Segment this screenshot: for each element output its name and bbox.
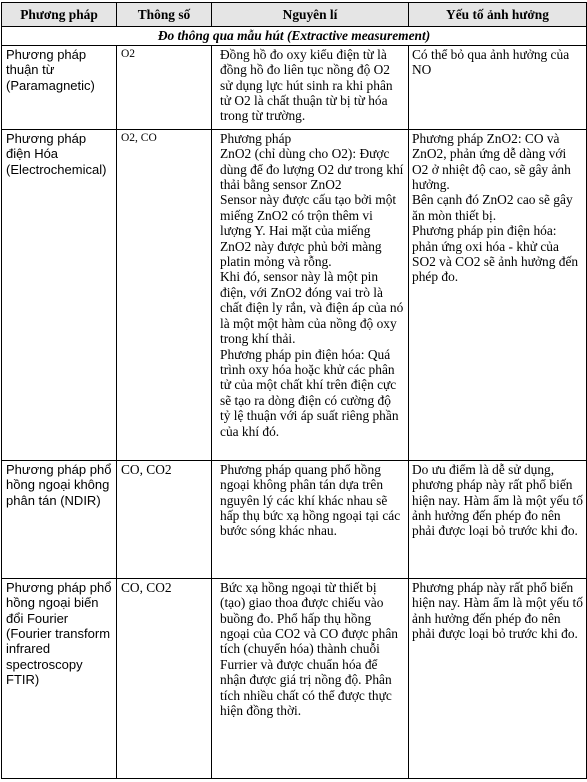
- principle-paragraph: Sensor này được cấu tạo bởi một miếng ZnO2 có trộn thêm vi lượng Y. Hai mặt của miếng ZnO2 này được phủ bởi màng platin mỏng và rỗng.: [220, 192, 397, 270]
- principle-cell: [212, 460, 409, 578]
- header-principle: Nguyên lí: [212, 3, 409, 27]
- header-factors: Yếu tố ảnh hưởng: [409, 3, 587, 27]
- principle-cell: [212, 129, 409, 460]
- factors-cell: [409, 45, 587, 129]
- principle-paragraph: ZnO2 (chỉ dùng cho O2): Được dùng để đo lượng O2 dư trong khí thải bằng sensor ZnO2: [220, 146, 404, 193]
- header-method: Phương pháp: [2, 3, 117, 27]
- factors-paragraph: Bên cạnh đó ZnO2 cao sẽ gây ăn mòn thiết bị.: [412, 192, 573, 223]
- method-cell: Phương pháp thuận từ (Paramagnetic): [2, 45, 117, 129]
- principle-paragraph: Bức xạ hồng ngoại từ thiết bị (tạo) giao thoa được chiếu vào buồng đo. Phổ hấp thụ hồng ngoại của CO2 và CO được phân tích (chuyển hóa) thành chuỗi Furrier và được chuẩn hóa để nhận được giá trị nồng độ. Phân tích nhiều chất có thể được thực hiện đồng thời.: [220, 579, 398, 719]
- method-cell: Phương pháp điện Hóa (Electrochemical): [2, 129, 117, 460]
- header-parameter: Thông số: [117, 3, 212, 27]
- factors-paragraph: Do ưu điểm là dễ sử dụng, phương pháp này rất phổ biến hiện nay. Hàm ẩm là một yếu tố ảnh hưởng đến phép đo nên phải được loại bỏ trước khi đo.: [412, 461, 583, 539]
- factors-cell: [409, 578, 587, 778]
- table-row: [2, 129, 587, 460]
- principle-paragraph: Phương pháp: [220, 130, 292, 146]
- method-cell: Phương pháp phổ hồng ngoại không phân tán (NDIR): [2, 460, 117, 578]
- factors-paragraph: Phương pháp pin điện hóa: phản ứng oxi hóa - khử của SO2 và CO2 sẽ ảnh hưởng đến phép đo.: [412, 223, 579, 285]
- principle-paragraph: Khi đó, sensor này là một pin điện, với ZnO2 đóng vai trò là chất điện ly rắn, và điện áp của nó là một một hàm của nồng độ oxy trong khí thải.: [220, 269, 404, 347]
- section-row: [2, 27, 587, 45]
- principle-cell: [212, 578, 409, 778]
- parameter-cell: CO, CO2: [117, 578, 212, 778]
- factors-paragraph: Có thể bỏ qua ảnh hưởng của NO: [412, 46, 570, 78]
- principle-cell: [212, 45, 409, 129]
- principle-paragraph: Đồng hồ đo oxy kiểu điện từ là đồng hồ đo liên tục nồng độ O2 sử dụng lực hút sinh ra khi phân tử O2 là chất thuận từ bị từ hóa trong từ trường.: [220, 46, 393, 124]
- factors-cell: [409, 460, 587, 578]
- factors-paragraph: Phương pháp ZnO2: CO và ZnO2, phản ứng dễ dàng với O2 ở nhiệt độ cao, sẽ gây ảnh hưởng.: [412, 130, 571, 193]
- table-row: [2, 45, 587, 129]
- principle-paragraph: Phương pháp quang phổ hồng ngoại không phân tán dựa trên nguyên lý các khí khác nhau sẽ hấp thụ bức xạ hồng ngoại tại các bước sóng khác nhau.: [220, 461, 401, 539]
- factors-cell: [409, 129, 587, 460]
- header-row: [2, 3, 587, 27]
- parameter-cell: O2: [117, 45, 212, 129]
- section-title: Đo thông qua mẫu hút (Extractive measurement): [2, 27, 587, 45]
- parameter-cell: CO, CO2: [117, 460, 212, 578]
- measurement-methods-table: [1, 2, 587, 779]
- factors-paragraph: Phương pháp này rất phổ biến hiện nay. Hàm ẩm là một yếu tố ảnh hưởng đến phép đo nên phải được loại bỏ trước khi đo.: [412, 579, 583, 642]
- parameter-cell: O2, CO: [117, 129, 212, 460]
- table-row: [2, 578, 587, 778]
- method-cell: Phương pháp phổ hồng ngoại biến đổi Fourier (Fourier transform infrared spectroscopy FTIR): [2, 578, 117, 778]
- table-row: [2, 460, 587, 578]
- principle-paragraph: Phương pháp pin điện hóa: Quá trình oxy hóa hoặc khử các phân tử của một chất khí trên điện cực sẽ tạo ra dòng điện có cường độ tỷ lệ thuận với áp suất riêng phần của khí đó.: [220, 346, 399, 439]
